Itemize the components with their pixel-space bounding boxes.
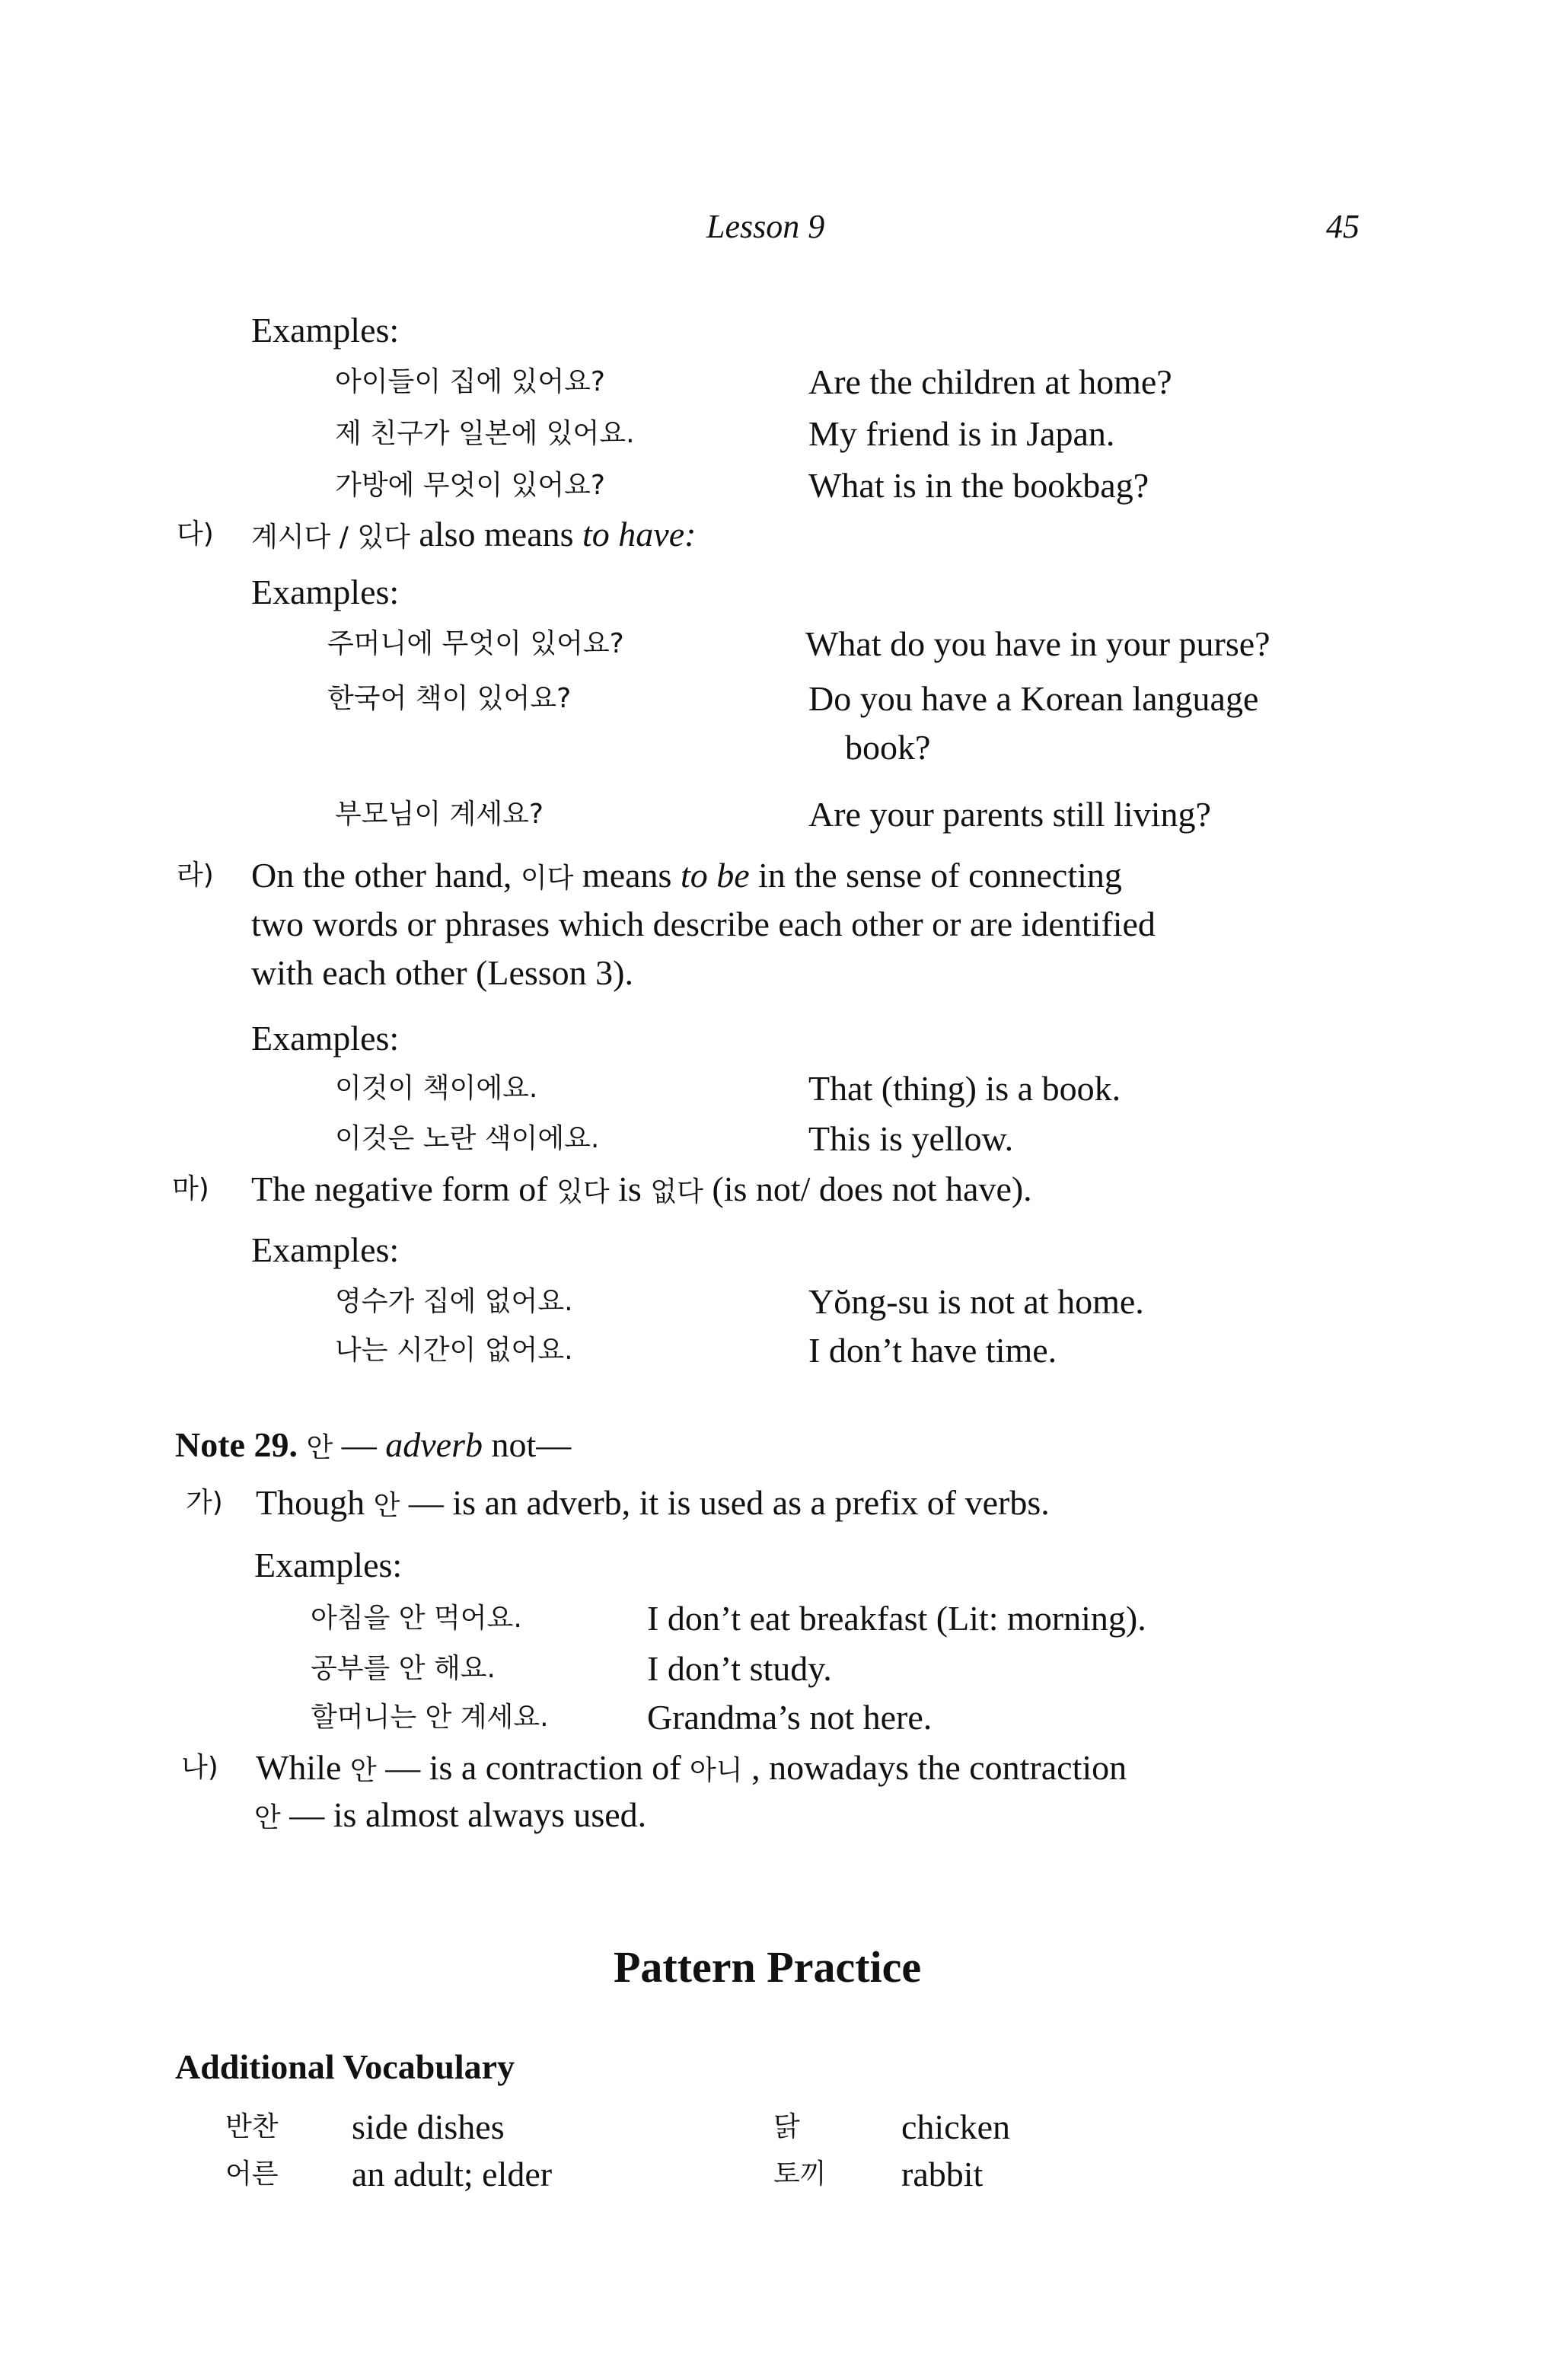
- note-29-na-line-1: [256, 1745, 1127, 1794]
- example-english: Do you have a Korean language: [808, 679, 1259, 718]
- text-run: , nowadays the contraction: [751, 1748, 1127, 1787]
- note-label: Note 29.: [175, 1425, 298, 1464]
- example-korean: 나는 시간이 없어요.: [335, 1335, 573, 1366]
- example-english: Are your parents still living?: [808, 795, 1211, 834]
- item-ma-text: [251, 1166, 1032, 1215]
- example-english: That (thing) is a book.: [808, 1069, 1121, 1108]
- item-marker: 라): [177, 860, 214, 891]
- vocab-english: side dishes: [352, 2107, 505, 2146]
- vocab-korean: 닭: [773, 2111, 800, 2142]
- item-ra-line-2: two words or phrases which describe each other or are identified: [251, 904, 1156, 943]
- item-da-phrase: also means: [419, 515, 574, 554]
- korean-term: 없다: [650, 1176, 703, 1208]
- text-run: The negative form of: [251, 1169, 548, 1208]
- note-29-ga-text: [256, 1480, 1050, 1529]
- korean-term: 아니: [690, 1755, 743, 1786]
- vocab-english: chicken: [901, 2107, 1011, 2146]
- example-english: I don’t have time.: [808, 1331, 1057, 1370]
- examples-label: Examples:: [254, 1546, 403, 1584]
- example-korean: 할머니는 안 계세요.: [311, 1702, 549, 1733]
- text-run: not—: [491, 1425, 572, 1464]
- example-korean: 부모님이 계세요?: [335, 799, 544, 830]
- example-korean: 아침을 안 먹어요.: [311, 1603, 522, 1634]
- korean-term: 이다: [520, 863, 574, 894]
- example-english-continued: book?: [845, 728, 931, 767]
- page-number: 45: [1326, 208, 1360, 245]
- example-korean: 제 친구가 일본에 있어요.: [335, 418, 635, 449]
- examples-label: Examples:: [251, 573, 400, 611]
- korean-term: 안: [373, 1490, 400, 1521]
- text-run: is: [618, 1169, 642, 1208]
- text-run: — is a contraction of: [385, 1748, 681, 1787]
- example-korean: 아이들이 집에 있어요?: [335, 366, 605, 397]
- example-korean: 이것은 노란 색이에요.: [335, 1123, 600, 1154]
- examples-label: Examples:: [251, 311, 400, 349]
- note-term: adverb: [385, 1425, 483, 1464]
- example-english: I don’t eat breakfast (Lit: morning).: [647, 1599, 1146, 1638]
- examples-label: Examples:: [251, 1019, 400, 1058]
- running-header-title: Lesson 9: [706, 208, 825, 245]
- note-29-na-line-2: [254, 1792, 646, 1841]
- text-run: Though: [256, 1483, 365, 1522]
- text-run: (is not/ does not have).: [712, 1169, 1032, 1208]
- example-english: Are the children at home?: [808, 362, 1172, 401]
- section-title: Pattern Practice: [614, 1942, 922, 1992]
- item-da-emphasis: to have:: [582, 515, 697, 554]
- example-english: What is in the bookbag?: [808, 466, 1149, 505]
- item-marker: 가): [186, 1487, 223, 1518]
- example-korean: 공부를 안 해요.: [311, 1653, 496, 1684]
- example-english: This is yellow.: [808, 1119, 1014, 1158]
- vocab-korean: 토끼: [773, 2158, 827, 2190]
- text-run: — is almost always used.: [289, 1795, 647, 1834]
- korean-term: 있다: [556, 1176, 610, 1208]
- korean-term: 계시다 / 있다: [251, 522, 410, 553]
- emphasis: to be: [680, 856, 750, 895]
- vocabulary-heading: Additional Vocabulary: [175, 2047, 515, 2086]
- examples-label: Examples:: [251, 1230, 400, 1269]
- example-korean: 영수가 집에 없어요.: [335, 1286, 573, 1317]
- vocab-korean: 반찬: [225, 2111, 279, 2142]
- vocab-english: an adult; elder: [352, 2155, 553, 2193]
- vocab-korean: 어른: [225, 2158, 279, 2190]
- example-english: What do you have in your purse?: [805, 624, 1270, 663]
- example-english: Yŏng-su is not at home.: [808, 1282, 1144, 1321]
- example-english: My friend is in Japan.: [808, 414, 1115, 453]
- item-ra-line-3: with each other (Lesson 3).: [251, 953, 634, 992]
- example-korean: 가방에 무엇이 있어요?: [335, 470, 605, 501]
- item-marker: 다): [177, 518, 214, 550]
- korean-term: 안: [349, 1755, 377, 1786]
- item-marker: 마): [172, 1173, 209, 1204]
- example-korean: 한국어 책이 있어요?: [327, 683, 572, 714]
- example-english: Grandma’s not here.: [647, 1698, 933, 1737]
- item-da-text: [251, 512, 696, 560]
- item-marker: 나): [181, 1752, 218, 1783]
- text-run: On the other hand,: [251, 856, 512, 895]
- text-run: While: [256, 1748, 342, 1787]
- text-run: means: [582, 856, 672, 895]
- korean-term: 안: [254, 1802, 281, 1833]
- example-korean: 이것이 책이에요.: [335, 1073, 538, 1104]
- note-29-heading: [175, 1422, 571, 1471]
- example-korean: 주머니에 무엇이 있어요?: [327, 628, 624, 659]
- text-run: — is an adverb, it is used as a prefix of verbs.: [408, 1483, 1050, 1522]
- korean-term: 안: [306, 1432, 333, 1463]
- example-english: I don’t study.: [647, 1649, 832, 1688]
- text-run: in the sense of connecting: [758, 856, 1122, 895]
- item-ra-line-1: [251, 853, 1122, 901]
- vocab-english: rabbit: [901, 2155, 984, 2193]
- em-dash: —: [341, 1425, 377, 1464]
